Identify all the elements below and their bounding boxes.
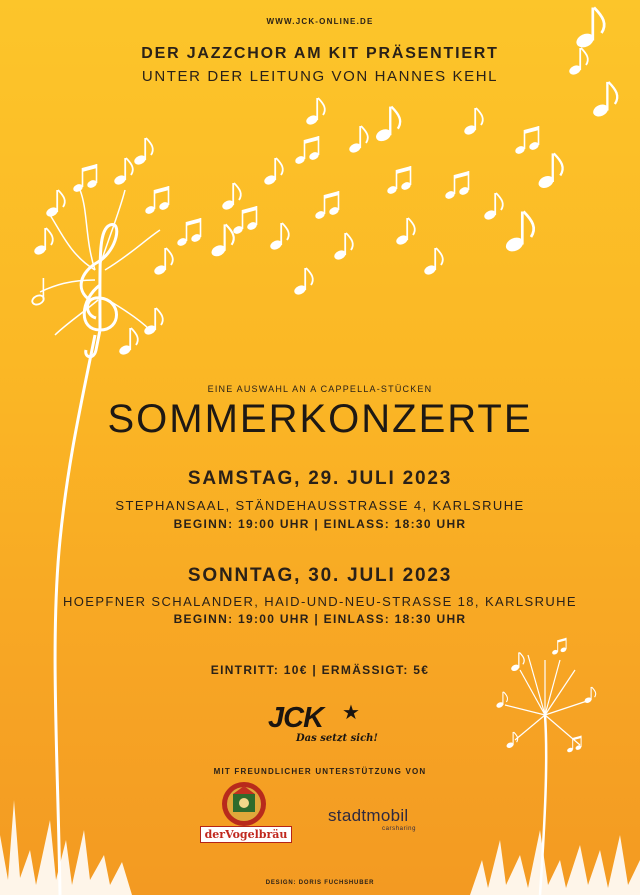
stadtmobil-name: stadtmobil bbox=[328, 806, 409, 825]
jck-logo-name: JCK bbox=[268, 702, 324, 734]
concert-2-venue: HOEPFNER SCHALANDER, HAID-UND-NEU-STRASSE 18, KARLSRUHE bbox=[62, 594, 578, 609]
presenter-line: DER JAZZCHOR AM KIT PRÄSENTIERT bbox=[141, 45, 499, 62]
design-credit: DESIGN: DORIS FUCHSHUBER bbox=[265, 880, 375, 886]
concert-1-date: SAMSTAG, 29. JULI 2023 bbox=[187, 468, 453, 489]
stadtmobil-sub: carsharing bbox=[382, 826, 417, 832]
event-title: SOMMERKONZERTE bbox=[107, 397, 533, 441]
concert-1-times: BEGINN: 19:00 UHR | EINLASS: 18:30 UHR bbox=[173, 517, 467, 531]
concert-2-date: SONNTAG, 30. JULI 2023 bbox=[187, 565, 453, 586]
director-line: UNTER DER LEITUNG VON HANNES KEHL bbox=[141, 68, 499, 85]
concert-1-venue: STEPHANSAAL, STÄNDEHAUSSTRASSE 4, KARLSRUHE bbox=[115, 498, 525, 513]
admission-prices: EINTRITT: 10€ | ERMÄSSIGT: 5€ bbox=[210, 663, 430, 677]
star-icon: ★ bbox=[342, 702, 360, 724]
support-text: MIT FREUNDLICHER UNTERSTÜTZUNG VON bbox=[213, 767, 427, 776]
program-subtitle: EINE AUSWAHL AN A CAPPELLA-STÜCKEN bbox=[207, 384, 433, 394]
stadtmobil-logo bbox=[328, 806, 448, 832]
crest-icon bbox=[219, 780, 269, 828]
vogelbraeu-logo bbox=[200, 780, 290, 842]
jck-logo bbox=[268, 702, 378, 752]
website-url[interactable]: WWW.JCK-ONLINE.DE bbox=[266, 17, 374, 26]
vogelbraeu-name: derVogelbräu bbox=[200, 826, 292, 843]
jck-logo-slogan: Das setzt sich! bbox=[296, 733, 378, 744]
concert-2-times: BEGINN: 19:00 UHR | EINLASS: 18:30 UHR bbox=[173, 612, 467, 626]
